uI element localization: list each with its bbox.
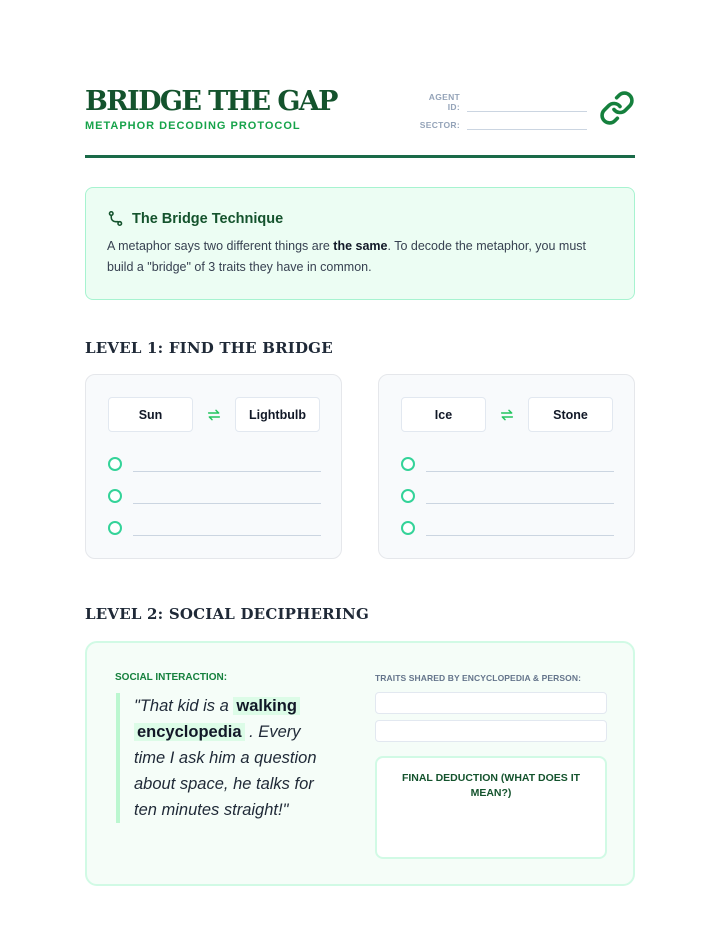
shared-trait-input[interactable]	[375, 692, 607, 714]
technique-heading	[107, 210, 613, 227]
trait-row[interactable]	[401, 487, 614, 507]
header-divider	[85, 155, 635, 158]
highlight-encyclopedia: encyclopedia	[134, 723, 245, 741]
technique-text-bold: the same	[333, 239, 388, 253]
level-2-title: LEVEL 2: SOCIAL DECIPHERING	[85, 605, 369, 623]
agent-fields	[415, 94, 587, 130]
route-icon	[107, 210, 124, 227]
technique-title: The Bridge Technique	[132, 210, 284, 227]
word-left: Sun	[108, 397, 193, 432]
technique-callout	[85, 187, 635, 300]
trait-input-line[interactable]	[133, 535, 321, 536]
trait-row[interactable]	[108, 519, 321, 539]
trait-row[interactable]	[108, 455, 321, 475]
word-pair	[108, 397, 321, 432]
trait-input-line[interactable]	[426, 471, 614, 472]
bullet-circle-icon	[401, 489, 415, 503]
bridge-card-2	[378, 374, 635, 559]
quote-end: . Every time I ask him a question about space, he talks for ten minutes straight!"	[134, 723, 317, 819]
technique-text-end: . To decode the metaphor, you must build a "bridge" of 3 traits they have in common.	[107, 239, 587, 274]
trait-row[interactable]	[401, 455, 614, 475]
sector-input[interactable]	[467, 118, 587, 130]
word-pair	[401, 397, 614, 432]
swap-arrows-icon	[206, 407, 222, 423]
sector-field[interactable]	[415, 112, 587, 130]
trait-input-line[interactable]	[133, 503, 321, 504]
bullet-circle-icon	[108, 457, 122, 471]
link-icon	[599, 90, 635, 126]
bullet-circle-icon	[401, 457, 415, 471]
page-header	[85, 86, 635, 146]
word-left: Ice	[401, 397, 486, 432]
trait-input-line[interactable]	[133, 471, 321, 472]
technique-text-start: A metaphor says two different things are	[107, 239, 334, 253]
bullet-circle-icon	[108, 489, 122, 503]
social-interaction-label: SOCIAL INTERACTION:	[115, 672, 228, 683]
level-1-title: LEVEL 1: FIND THE BRIDGE	[85, 339, 333, 357]
quote-start: "That kid is a	[134, 697, 234, 715]
agent-id-label: AGENT ID:	[428, 92, 460, 112]
social-card	[85, 641, 635, 886]
sector-label: SECTOR:	[419, 120, 460, 130]
bridge-card-1	[85, 374, 342, 559]
agent-id-input[interactable]	[467, 100, 587, 112]
bullet-circle-icon	[401, 521, 415, 535]
page-title: BRIDGE THE GAP	[85, 86, 337, 117]
trait-input-line[interactable]	[426, 535, 614, 536]
final-deduction-box[interactable]	[375, 756, 607, 859]
trait-row[interactable]	[401, 519, 614, 539]
word-right: Lightbulb	[235, 397, 320, 432]
trait-input-line[interactable]	[426, 503, 614, 504]
technique-description	[107, 236, 613, 278]
final-deduction-label: FINAL DEDUCTION (WHAT DOES IT MEAN?)	[401, 772, 581, 799]
word-right: Stone	[528, 397, 613, 432]
bullet-circle-icon	[108, 521, 122, 535]
trait-row[interactable]	[108, 487, 321, 507]
highlight-walking: walking	[233, 697, 300, 715]
shared-traits-label: TRAITS SHARED BY ENCYCLOPEDIA & PERSON:	[375, 673, 582, 683]
page-subtitle: METAPHOR DECODING PROTOCOL	[85, 120, 301, 132]
shared-trait-input[interactable]	[375, 720, 607, 742]
agent-id-field[interactable]	[415, 94, 587, 112]
dialogue-quote	[116, 693, 321, 823]
swap-arrows-icon	[499, 407, 515, 423]
